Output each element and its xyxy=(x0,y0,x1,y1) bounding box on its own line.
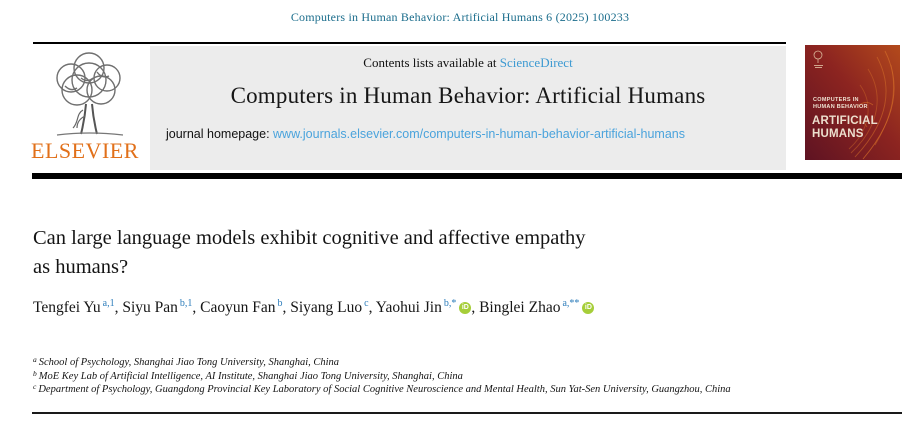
affiliation-sup: b xyxy=(33,368,37,378)
author xyxy=(479,299,594,316)
author-affiliation-sup: a,1 xyxy=(102,298,115,309)
homepage-line xyxy=(150,127,786,141)
author xyxy=(376,299,472,316)
affiliation-text: School of Psychology, Shanghai Jiao Tong University, Shanghai, China xyxy=(38,357,340,368)
page-bottom-rule xyxy=(32,412,902,414)
contents-prefix: Contents lists available at xyxy=(363,55,500,70)
author xyxy=(33,299,115,316)
elsevier-wordmark: ELSEVIER xyxy=(31,138,139,163)
affiliation-text: MoE Key Lab of Artificial Intelligence, AI Institute, Shanghai Jiao Tong University, Shanghai, China xyxy=(38,370,463,382)
homepage-url-link[interactable]: www.journals.elsevier.com/computers-in-human-behavior-artificial-humans xyxy=(273,127,685,141)
author-name: Siyu Pan xyxy=(122,299,178,316)
cover-title-1: ARTIFICIAL xyxy=(812,115,878,127)
orcid-icon[interactable]: iD xyxy=(459,302,471,314)
author-name: Binglei Zhao xyxy=(479,299,561,316)
affiliation-sup: a xyxy=(33,355,37,364)
cover-title-2: HUMANS xyxy=(812,128,864,140)
journal-cover-thumbnail[interactable] xyxy=(805,45,900,160)
author-name: Tengfei Yu xyxy=(33,299,101,316)
author-list xyxy=(33,299,893,317)
journal-header-block xyxy=(150,46,786,170)
orcid-icon[interactable]: iD xyxy=(582,302,594,314)
author-affiliation-sup: a,** xyxy=(562,298,580,309)
affiliation xyxy=(33,370,893,384)
author-affiliation-sup: b xyxy=(277,298,283,309)
author-name: Siyang Luo xyxy=(290,299,363,316)
article-title-line-1: Can large language models exhibit cognitive and affective empathy xyxy=(33,227,586,249)
author-name: Caoyun Fan xyxy=(200,299,276,316)
affiliation-text: Department of Psychology, Guangdong Provincial Key Laboratory of Social Cognitive Neuroscience and Mental Health, Sun Yat-Sen University, Guangzhou, China xyxy=(38,384,731,395)
author xyxy=(122,299,192,316)
cover-small-title-1: COMPUTERS IN xyxy=(813,97,859,103)
author-separator: , xyxy=(471,299,480,316)
author xyxy=(200,299,282,316)
affiliation-sup: c xyxy=(33,382,37,391)
elsevier-logo xyxy=(33,46,148,170)
contents-line xyxy=(150,46,786,71)
author-separator: , xyxy=(192,299,201,316)
article-title xyxy=(33,224,793,281)
author-separator: , xyxy=(282,299,291,316)
homepage-prefix: journal homepage: xyxy=(166,127,274,141)
author xyxy=(290,299,368,316)
author-separator: , xyxy=(368,299,376,316)
affiliation xyxy=(33,383,893,397)
author-affiliation-sup: c xyxy=(364,298,369,309)
affiliation xyxy=(33,356,893,370)
affiliation-list xyxy=(33,356,893,397)
cover-small-title-2: HUMAN BEHAVIOR xyxy=(813,104,868,110)
header-top-rule xyxy=(33,42,786,44)
author-name: Yaohui Jin xyxy=(375,299,442,316)
sciencedirect-link[interactable]: ScienceDirect xyxy=(499,55,573,70)
elsevier-tree-icon xyxy=(39,48,139,140)
author-separator: , xyxy=(114,299,123,316)
journal-title: Computers in Human Behavior: Artificial Humans xyxy=(230,83,706,108)
journal-cover-art xyxy=(805,45,900,160)
header-divider-bar xyxy=(32,173,902,179)
author-affiliation-sup: b,* xyxy=(443,298,457,309)
author-affiliation-sup: b,1 xyxy=(179,298,193,309)
article-title-line-2: as humans? xyxy=(33,255,129,278)
journal-citation-line: Computers in Human Behavior: Artificial Humans 6 (2025) 100233 xyxy=(290,10,630,24)
